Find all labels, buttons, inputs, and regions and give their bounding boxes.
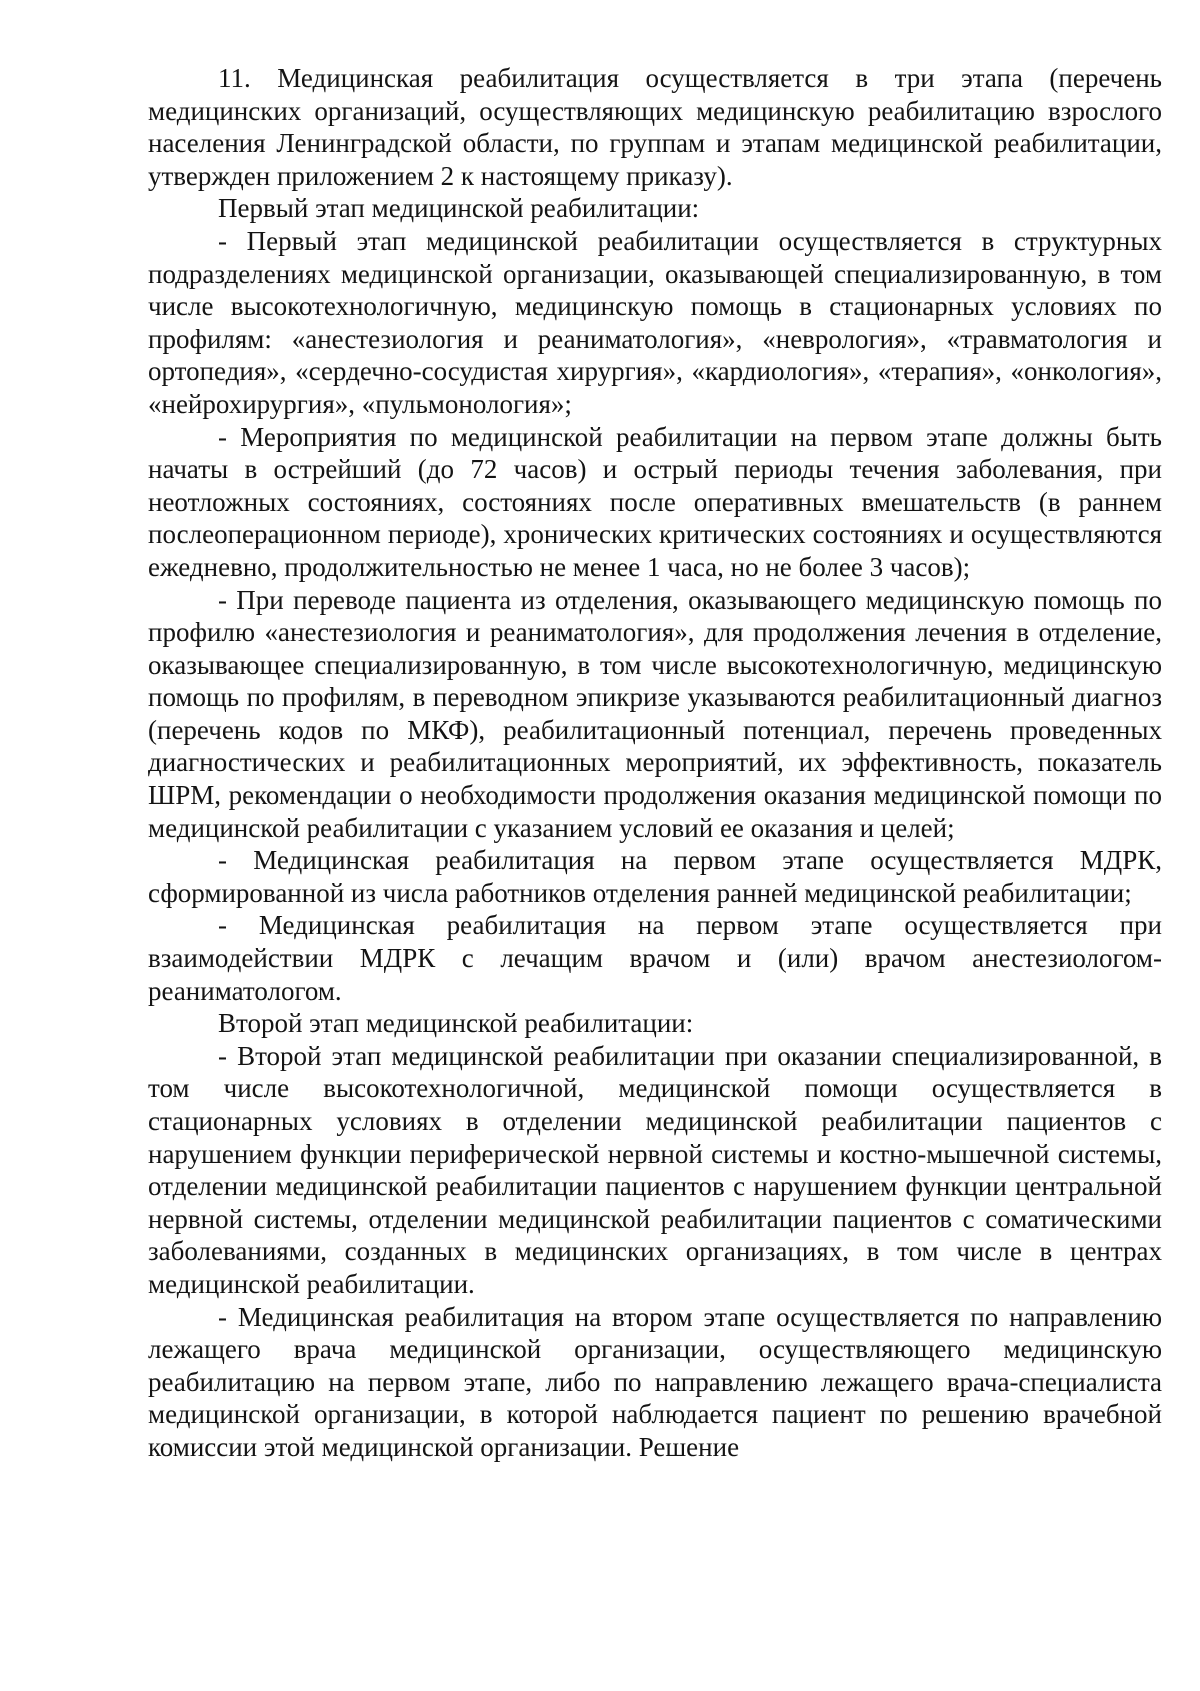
paragraph-second-stage-location: - Второй этап медицинской реабилитации при оказании специализированной, в том числе высокотехнологичной, медицинской помощи осуществляется в стационарных условиях в отделении медицинской реабилитации пациентов с нарушением функции периферической нервной системы и костно-мышечной системы, отделении медицинской реабилитации пациентов с нарушением функции центральной нервной системы, отделении медицинской реабилитации пациентов с соматическими заболеваниями, созданных в медицинских организациях, в том числе в центрах медицинской реабилитации. [148, 1040, 1162, 1299]
heading-second-stage: Второй этап медицинской реабилитации: [218, 1008, 694, 1039]
paragraph-first-stage-timing: - Мероприятия по медицинской реабилитации на первом этапе должны быть начаты в острейший (до 72 часов) и острый периоды течения заболевания, при неотложных состояниях, состояниях после оперативных вмешательств (в раннем послеоперационном периоде), хронических критических состояниях и осуществляются ежедневно, продолжительностью не менее 1 часа, но не более 3 часов); [148, 421, 1162, 582]
heading-first-stage: Первый этап медицинской реабилитации: [218, 193, 700, 224]
paragraph-first-stage-location: - Первый этап медицинской реабилитации осуществляется в структурных подразделениях медицинской организации, оказывающей специализированную, в том числе высокотехнологичную, медицинскую помощь в стационарных условиях по профилям: «анестезиология и реаниматология», «неврология», «травматология и ортопедия», «сердечно-сосудистая хирургия», «кардиология», «терапия», «онкология», «нейрохирургия», «пульмонология»; [148, 225, 1162, 419]
document-page [148, 62, 1162, 1464]
paragraph-second-stage-referral: - Медицинская реабилитация на втором этапе осуществляется по направлению лежащего врача медицинской организации, осуществляющего медицинскую реабилитацию на первом этапе, либо по направлению лежащего врача-специалиста медицинской организации, в которой наблюдается пациент по решению врачебной комиссии этой медицинской организации. Решение [148, 1301, 1162, 1462]
paragraph-mdrk-interaction: - Медицинская реабилитация на первом этапе осуществляется при взаимодействии МДРК с лечащим врачом и (или) врачом анестезиологом-реаниматологом. [148, 910, 1162, 1006]
paragraph-mdrk-formation: - Медицинская реабилитация на первом этапе осуществляется МДРК, сформированной из числа работников отделения ранней медицинской реабилитации; [148, 845, 1162, 908]
paragraph-1: 11. Медицинская реабилитация осуществляется в три этапа (перечень медицинских организаций, осуществляющих медицинскую реабилитацию взрослого населения Ленинградской области, по группам и этапам медицинской реабилитации, утвержден приложением 2 к настоящему приказу). [148, 63, 1162, 191]
paragraph-patient-transfer: - При переводе пациента из отделения, оказывающего медицинскую помощь по профилю «анестезиология и реаниматология», для продолжения лечения в отделение, оказывающее специализированную, в том числе высокотехнологичную, медицинскую помощь по профилям, в переводном эпикризе указываются реабилитационный диагноз (перечень кодов по МКФ), реабилитационный потенциал, перечень проведенных диагностических и реабилитационных мероприятий, их эффективность, показатель ШРМ, рекомендации о необходимости продолжения оказания медицинской помощи по медицинской реабилитации с указанием условий ее оказания и целей; [148, 584, 1162, 843]
